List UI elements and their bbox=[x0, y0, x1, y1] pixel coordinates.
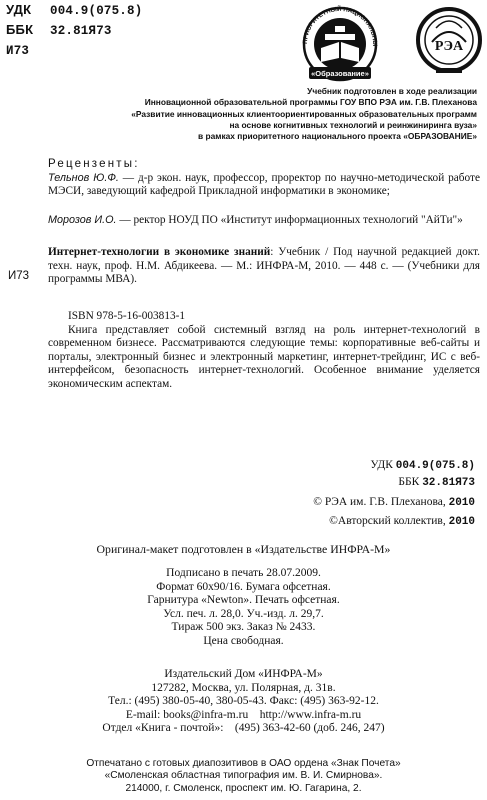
imprint-line: Гарнитура «Newton». Печать офсетная. bbox=[147, 594, 340, 607]
education-caption: «Образование» bbox=[311, 69, 369, 78]
imprint-line: Формат 60х90/16. Бумага офсетная. bbox=[156, 580, 331, 593]
reviewers-title: Рецензенты: bbox=[48, 158, 140, 170]
project-note-line: на основе когнитивных технологий и реинжиниринга вуза» bbox=[229, 119, 477, 130]
imprint-details bbox=[0, 567, 487, 649]
udk-label: УДК bbox=[6, 2, 32, 17]
copyright-text: ©Авторский коллектив, bbox=[329, 515, 449, 527]
reviewer-2-name: Морозов И.О. bbox=[48, 214, 117, 226]
reviewer-1 bbox=[48, 172, 480, 198]
ring-text: ПРИОРИТЕТНЫЙ НАЦИОНАЛЬНЫ bbox=[301, 5, 379, 47]
publisher-contacts: E-mail: books@infra-m.ru http://www.infra-m.ru bbox=[125, 708, 362, 721]
publisher-phones: Тел.: (495) 380-05-40, 380-05-43. Факс: (495) 363-92-12. bbox=[108, 695, 379, 708]
book-title: Интернет-технологии в экономике знаний bbox=[48, 246, 271, 258]
bbk-value: 32.81Я73 bbox=[50, 24, 112, 38]
rea-logo bbox=[414, 2, 484, 82]
udk-classification bbox=[370, 459, 475, 472]
national-project-logo bbox=[295, 4, 385, 84]
bbk-classification bbox=[398, 476, 475, 489]
abstract: Книга представляет собой системный взгляд на роль интернет-технологий в современном бизнесе. Рассматриваются следующие темы: корпоративные веб-сайты и порталы, электронный бизнес и электронный маркетинг, интернет-трейдинг, ИС с веб-интерфейсом, безопасность интернет-технологий. Особенное внимание уделяется экономическим аспектам. bbox=[48, 324, 480, 390]
catalog-code bbox=[6, 42, 29, 58]
publisher-address: 127282, Москва, ул. Полярная, д. 31в. bbox=[151, 681, 336, 694]
udk-value: 004.9(075.8) bbox=[50, 4, 143, 18]
udk2-label: УДК bbox=[370, 459, 396, 471]
copyright-authors bbox=[329, 515, 475, 528]
copyright-text: © РЭА им. Г.В. Плеханова, bbox=[313, 496, 449, 508]
reviewer-2-text: — ректор НОУД ПО «Институт информационных технологий "АйТи"» bbox=[116, 214, 463, 226]
udk2-value: 004.9(075.8) bbox=[395, 460, 475, 472]
copyright-rea bbox=[313, 496, 475, 509]
imprint-line: Цена свободная. bbox=[203, 634, 284, 647]
imprint-line: Усл. печ. л. 28,0. Уч.-изд. л. 29,7. bbox=[163, 607, 324, 620]
imprint-line: Тираж 500 экз. Заказ № 2433. bbox=[171, 621, 316, 634]
bbk-label: ББК bbox=[6, 22, 34, 37]
publisher-mail-order: Отдел «Книга - почтой»: (495) 363-42-60 (доб. 246, 247) bbox=[102, 722, 385, 735]
printer-info bbox=[0, 758, 487, 795]
book-description: : Учебник / Под научной редакцией докт. техн. наук, проф. Н.М. Абдикеева. — М.: ИНФРА-М, 2010. — 448 с. — (Учебники для программы МВА). bbox=[48, 246, 481, 285]
reviewer-1-text: — д-р экон. наук, профессор, проректор по научно-методической работе МЭСИ, заведующий кафедрой Прикладной информатики в экономике; bbox=[48, 172, 480, 197]
project-note bbox=[47, 86, 477, 142]
project-note-line: Учебник подготовлен в ходе реализации bbox=[307, 86, 477, 96]
project-note-line: «Развитие инновационных клиентоориентированных образовательных программ bbox=[131, 108, 477, 119]
bbk2-value: 32.81Я73 bbox=[422, 477, 475, 489]
copyright-year: 2010 bbox=[448, 516, 475, 528]
project-note-line: в рамках приоритетного национального проекта «ОБРАЗОВАНИЕ» bbox=[198, 131, 477, 142]
copyright-year: 2010 bbox=[448, 497, 475, 509]
project-note-line: Инновационной образовательной программы ГОУ ВПО РЭА им. Г.В. Плеханова bbox=[144, 97, 477, 108]
isbn: ISBN 978-5-16-003813-1 bbox=[68, 310, 186, 322]
publisher-info bbox=[0, 668, 487, 736]
original-layout-note: Оригинал-макет подготовлен в «Издательстве ИНФРА-М» bbox=[96, 542, 391, 556]
bbk2-label: ББК bbox=[398, 476, 423, 488]
reviewer-2 bbox=[48, 214, 480, 227]
printer-line: 214000, г. Смоленск, проспект им. Ю. Гагарина, 2. bbox=[125, 782, 362, 794]
catalog-code-value: И73 bbox=[6, 44, 30, 58]
reviewer-1-name: Тельнов Ю.Ф. bbox=[48, 172, 119, 184]
publisher-name: Издательский Дом «ИНФРА-М» bbox=[164, 668, 323, 680]
printer-line: «Смоленская областная типография им. В. И. Смирнова». bbox=[104, 770, 383, 782]
imprint-line: Подписано в печать 28.07.2009. bbox=[166, 567, 321, 579]
bbk-code bbox=[6, 22, 112, 38]
rea-monogram: РЭА bbox=[434, 39, 464, 54]
udk-code bbox=[6, 2, 142, 18]
margin-code: И73 bbox=[8, 270, 30, 282]
printer-line: Отпечатано с готовых диапозитивов в ОАО ордена «Знак Почета» bbox=[86, 758, 401, 769]
bibliographic-entry bbox=[48, 246, 480, 287]
